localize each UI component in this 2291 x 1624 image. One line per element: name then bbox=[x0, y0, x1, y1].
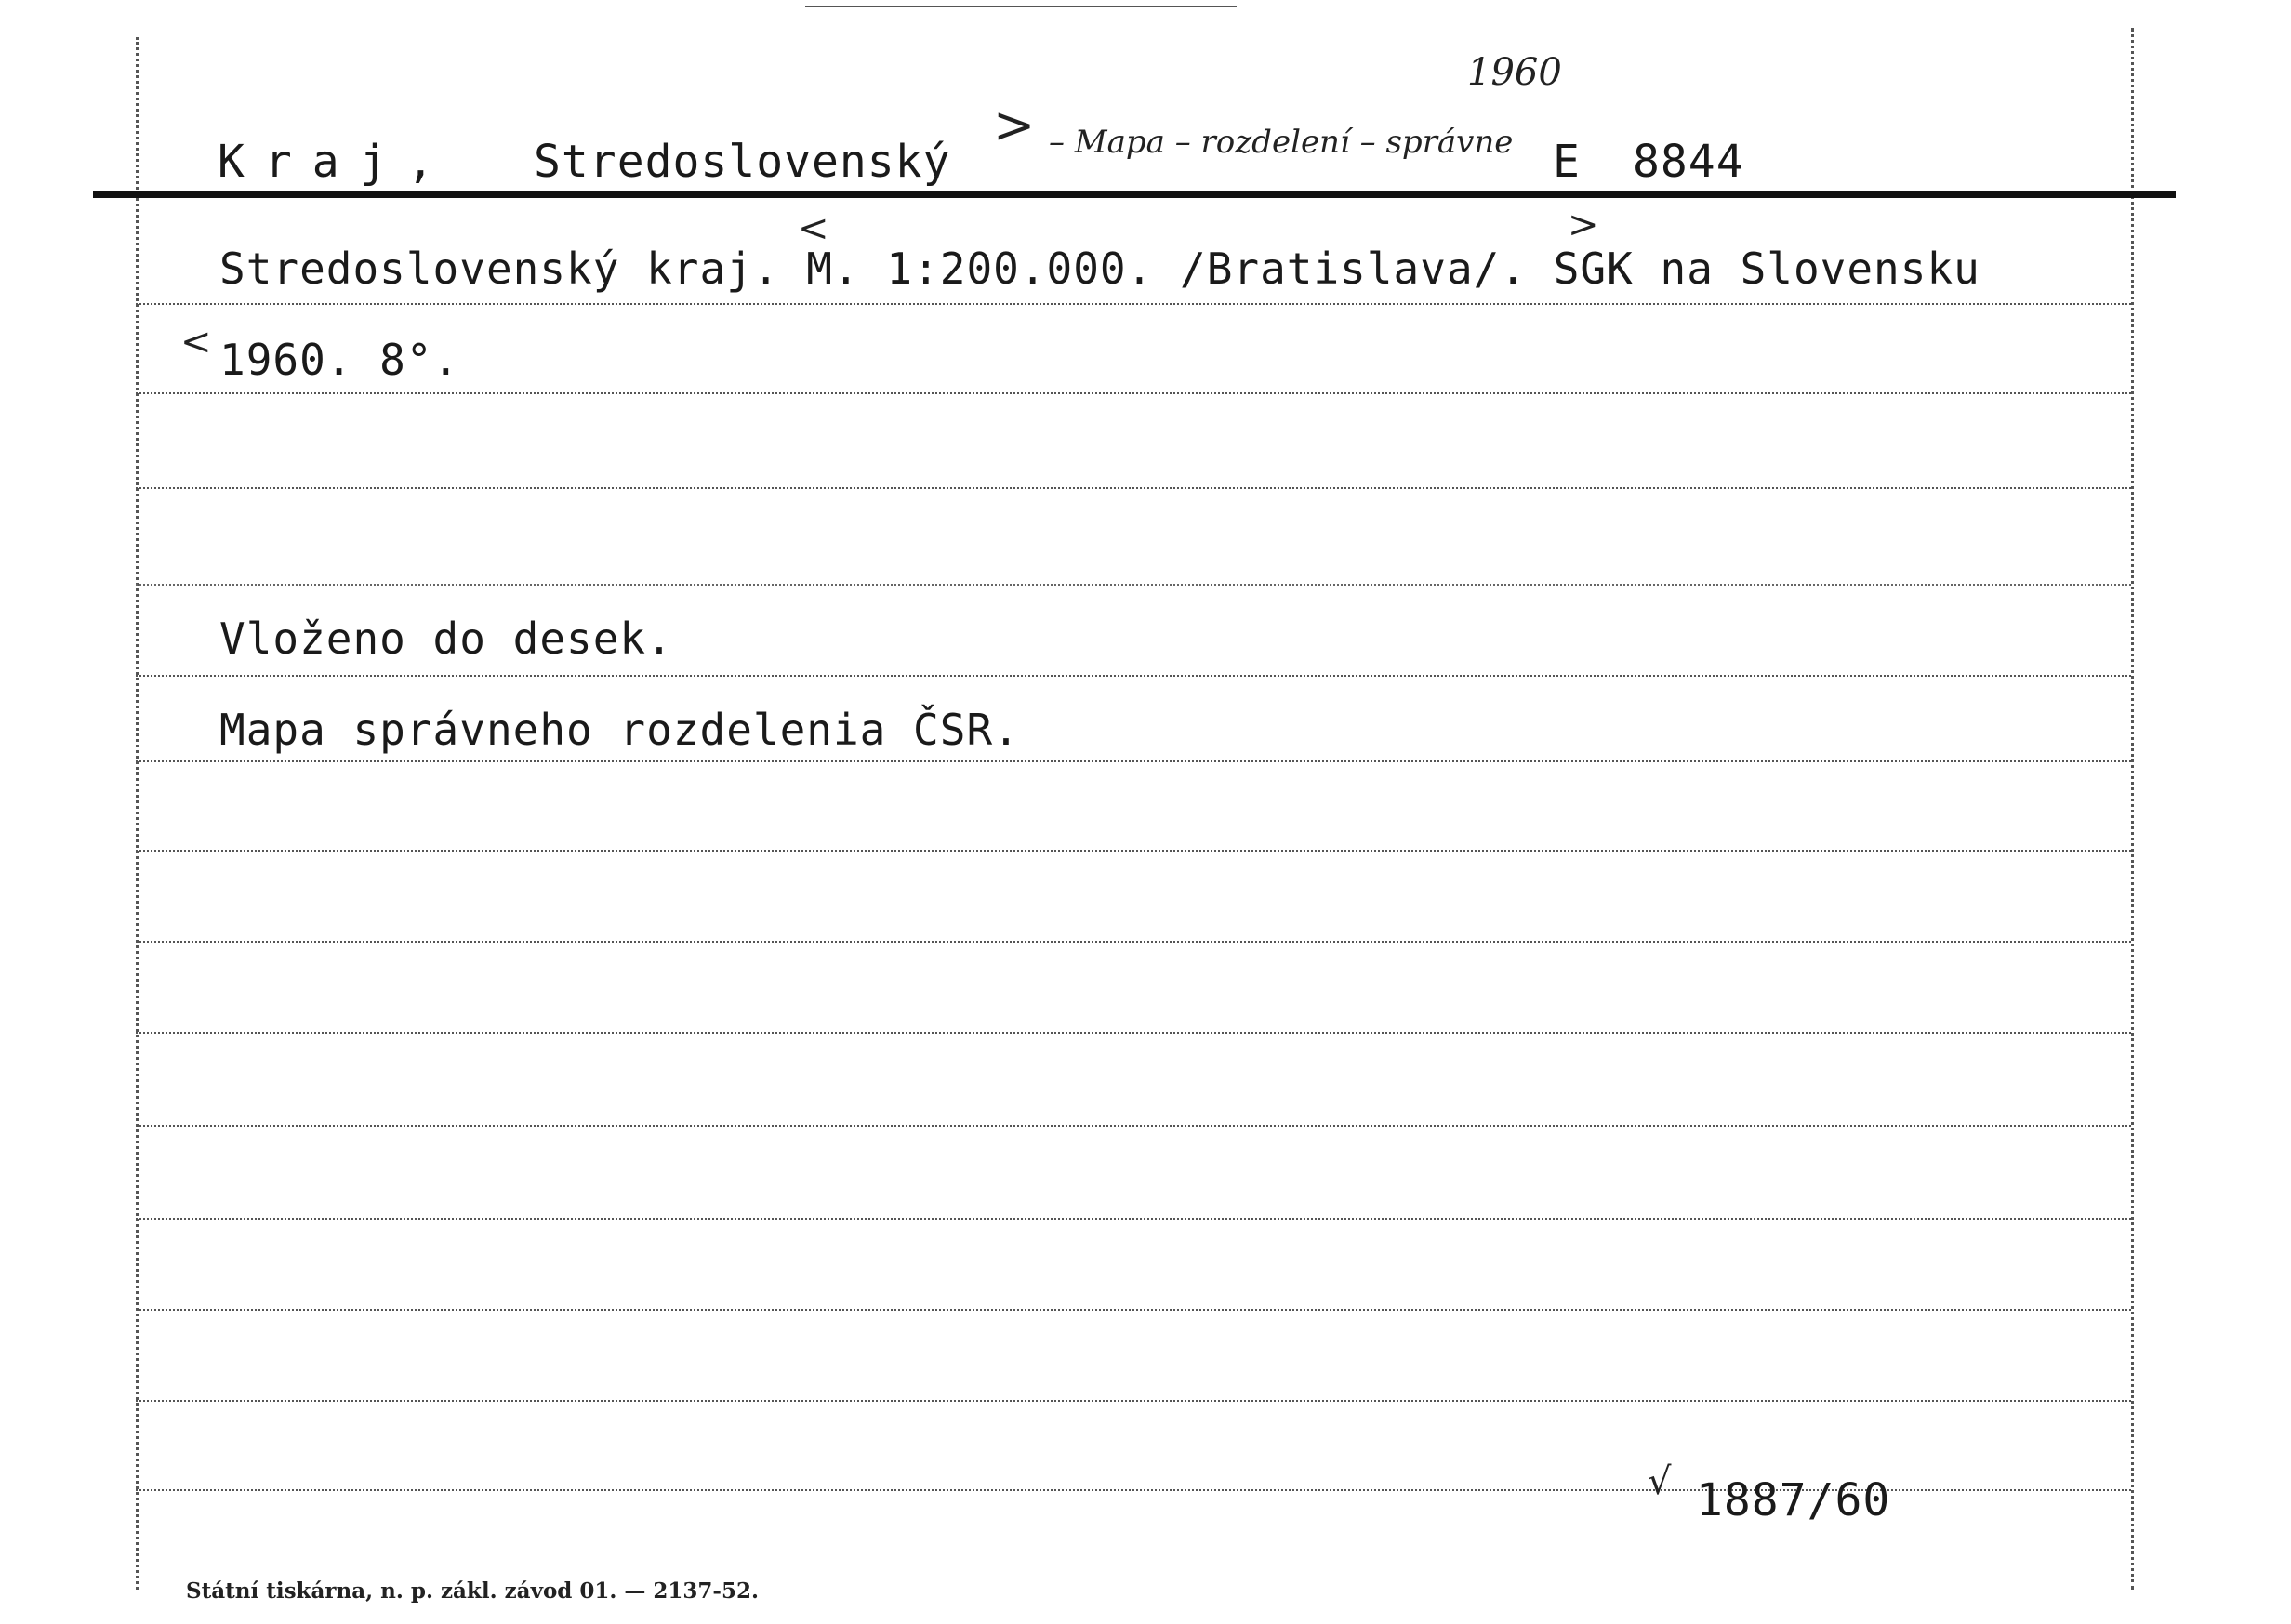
ruled-line bbox=[136, 1309, 2131, 1311]
entry-line-2: 1960. 8°. bbox=[219, 335, 460, 385]
ruled-line bbox=[136, 487, 2131, 489]
heading-word-region: Stredoslovenský bbox=[534, 136, 951, 188]
ruled-line bbox=[136, 1218, 2131, 1220]
entry-mark-close: > bbox=[1568, 204, 1599, 246]
entry-mark-open: < bbox=[798, 207, 829, 250]
handwritten-mark: > bbox=[993, 96, 1036, 154]
record-number: 1887/60 bbox=[1696, 1474, 1891, 1526]
ruled-line bbox=[136, 1400, 2131, 1402]
card-left-border bbox=[136, 37, 139, 1590]
ruled-line bbox=[136, 1032, 2131, 1034]
ruled-line bbox=[136, 1125, 2131, 1127]
entry-box-bottom bbox=[136, 584, 2131, 586]
heading-word-kraj: Kraj, bbox=[218, 136, 455, 188]
ruled-line bbox=[136, 392, 2131, 394]
ruled-line bbox=[136, 303, 2131, 305]
card-right-border bbox=[2131, 28, 2134, 1590]
card-top-stub bbox=[805, 6, 1237, 7]
printer-imprint: Státní tiskárna, n. p. zákl. závod 01. — 2137-52. bbox=[186, 1578, 759, 1604]
record-check-mark: √ bbox=[1648, 1460, 1672, 1503]
handwritten-note: – Mapa – rozdelení – správne bbox=[1049, 124, 1514, 161]
ruled-line bbox=[136, 675, 2131, 677]
note-line-1: Vloženo do desek. bbox=[219, 614, 673, 664]
ruled-line bbox=[136, 941, 2131, 943]
ruled-line bbox=[136, 850, 2131, 852]
heading-number: 8844 bbox=[1633, 136, 1744, 188]
entry-line-1: Stredoslovenský kraj. M. 1:200.000. /Bratislava/. SGK na Slovensku bbox=[219, 244, 1980, 294]
ruled-line bbox=[136, 760, 2131, 762]
entry-mark-open-2: < bbox=[180, 321, 212, 363]
heading-classification: E bbox=[1553, 136, 1581, 188]
heading-rule bbox=[93, 191, 2176, 198]
handwritten-year: 1960 bbox=[1467, 51, 1562, 94]
note-line-2: Mapa správneho rozdelenia ČSR. bbox=[219, 705, 1020, 755]
